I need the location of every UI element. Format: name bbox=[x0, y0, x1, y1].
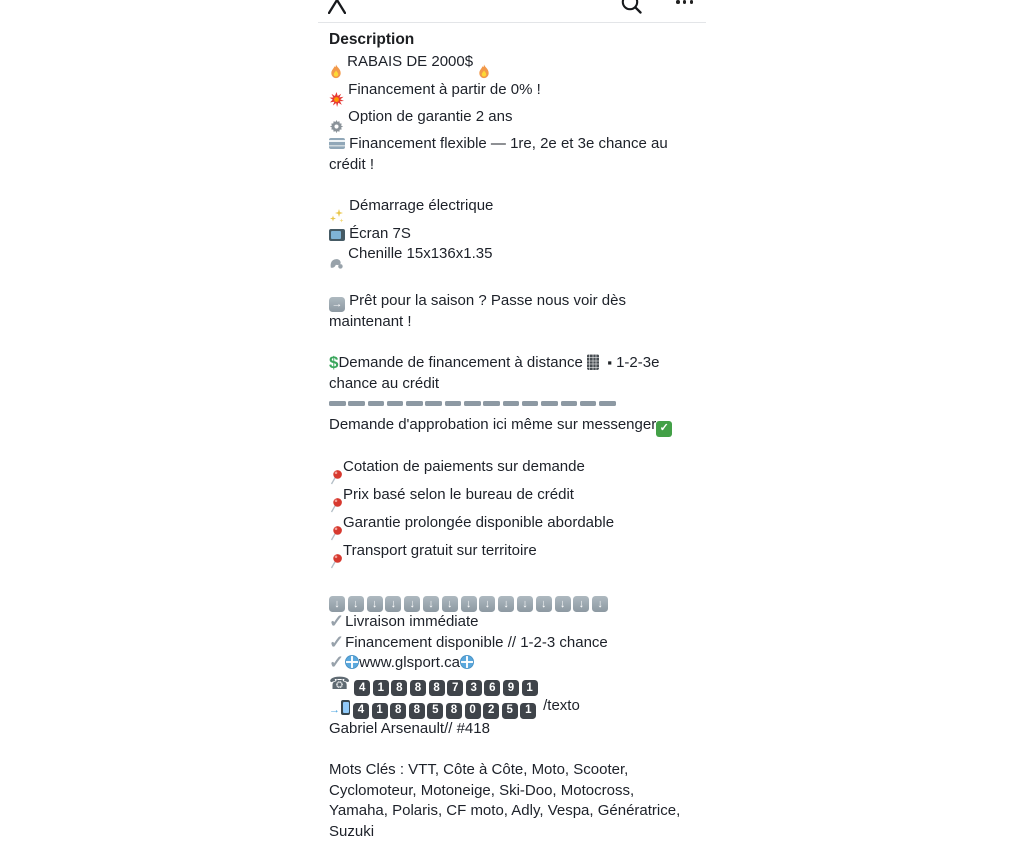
keycap-digit-icon: 1 bbox=[520, 703, 536, 719]
arrow-down-icon: ↓ bbox=[329, 596, 345, 612]
globe-icon bbox=[460, 655, 474, 669]
arrow-down-icon: ↓ bbox=[536, 596, 552, 612]
description-line bbox=[329, 291, 699, 313]
description-line bbox=[329, 801, 699, 822]
more-options-icon bbox=[676, 0, 693, 4]
description-line bbox=[329, 374, 699, 395]
description-line bbox=[329, 781, 699, 802]
description-line bbox=[329, 653, 699, 674]
check-grey-icon: ✓ bbox=[329, 611, 344, 631]
tv-icon bbox=[329, 229, 345, 241]
minus-bar-icon bbox=[483, 401, 500, 406]
minus-bar-icon bbox=[368, 401, 385, 406]
text-run: RABAIS DE 2000$ bbox=[343, 53, 477, 70]
keycap-digit-icon: 5 bbox=[502, 703, 518, 719]
arrow-down-icon: ↓ bbox=[348, 596, 364, 612]
text-run: Prix basé selon le bureau de crédit bbox=[343, 486, 574, 503]
text-run: Garantie prolongée disponible abordable bbox=[343, 514, 614, 531]
small-square-icon: ▪ bbox=[607, 355, 612, 370]
pushpin-icon bbox=[329, 469, 343, 485]
calculator-icon bbox=[587, 354, 599, 370]
description-line bbox=[329, 760, 699, 781]
description-line bbox=[329, 244, 699, 270]
pushpin-icon bbox=[329, 553, 343, 569]
text-run: maintenant ! bbox=[329, 313, 412, 330]
keycap-digit-icon: 2 bbox=[483, 703, 499, 719]
globe-icon bbox=[345, 655, 359, 669]
pushpin-icon bbox=[329, 525, 343, 541]
description-line bbox=[329, 719, 699, 740]
text-run: Démarrage électrique bbox=[345, 197, 493, 214]
description-body bbox=[329, 52, 699, 842]
description-line bbox=[329, 224, 699, 245]
minus-bar-icon bbox=[580, 401, 597, 406]
text-run: Gabriel Arsenault// #418 bbox=[329, 720, 490, 737]
arrow-down-icon: ↓ bbox=[479, 596, 495, 612]
arrow-down-icon: ↓ bbox=[592, 596, 608, 612]
description-line bbox=[329, 569, 699, 590]
arrow-down-icon: ↓ bbox=[461, 596, 477, 612]
text-run: crédit ! bbox=[329, 156, 374, 173]
text-run: Demande d'approbation ici même sur messenger bbox=[329, 416, 656, 433]
text-run: Financement à partir de 0% ! bbox=[344, 81, 541, 98]
minus-bar-icon bbox=[541, 401, 558, 406]
minus-bar-icon bbox=[561, 401, 578, 406]
description-line bbox=[329, 196, 699, 224]
text-run: /texto bbox=[539, 697, 580, 714]
text-run: Financement disponible // 1-2-3 chance bbox=[345, 634, 608, 651]
keycap-digit-icon: 1 bbox=[373, 680, 389, 696]
text-run: Demande de financement à distance bbox=[338, 354, 587, 371]
listing-description-screen bbox=[318, 0, 706, 768]
description-line bbox=[329, 696, 699, 719]
credit-card-icon bbox=[329, 138, 345, 149]
minus-bar-icon bbox=[329, 401, 346, 406]
text-run: Cyclomoteur, Motoneige, Ski-Doo, Motocross, bbox=[329, 782, 634, 799]
close-button[interactable] bbox=[324, 0, 356, 23]
text-run: Financement flexible — 1re, 2e et 3e chance au bbox=[345, 135, 668, 152]
minus-bar-icon bbox=[387, 401, 404, 406]
text-run: Option de garantie 2 ans bbox=[344, 108, 512, 125]
description-line bbox=[329, 485, 699, 513]
search-icon bbox=[621, 0, 643, 15]
close-icon bbox=[328, 0, 346, 14]
fire-icon bbox=[477, 64, 491, 80]
burst-icon bbox=[329, 92, 344, 107]
keycap-digit-icon: 6 bbox=[484, 680, 500, 696]
gear-icon bbox=[329, 119, 344, 134]
text-run: Écran 7S bbox=[345, 225, 411, 242]
text-run: Mots Clés : VTT, Côte à Côte, Moto, Scooter, bbox=[329, 761, 628, 778]
description-line bbox=[329, 415, 699, 437]
description-line bbox=[329, 822, 699, 842]
keycap-digit-icon: 0 bbox=[465, 703, 481, 719]
minus-bar-icon bbox=[425, 401, 442, 406]
minus-bar-icon bbox=[599, 401, 616, 406]
description-line bbox=[329, 740, 699, 761]
arrow-down-icon: ↓ bbox=[498, 596, 514, 612]
description-line bbox=[329, 107, 699, 134]
arrow-down-icon: ↓ bbox=[555, 596, 571, 612]
description-line bbox=[329, 134, 699, 155]
arm-icon bbox=[329, 256, 344, 270]
keycap-digit-icon: 1 bbox=[522, 680, 538, 696]
text-run: Prêt pour la saison ? Passe nous voir dès bbox=[345, 292, 626, 309]
minus-bar-icon bbox=[464, 401, 481, 406]
sparkles-icon bbox=[329, 208, 345, 224]
keycap-digit-icon: 8 bbox=[429, 680, 445, 696]
text-run: Yamaha, Polaris, CF moto, Adly, Vespa, Génératrice, bbox=[329, 802, 680, 819]
arrow-down-icon: ↓ bbox=[517, 596, 533, 612]
arrow-down-icon: ↓ bbox=[573, 596, 589, 612]
description-line bbox=[329, 674, 699, 697]
fire-icon bbox=[329, 64, 343, 80]
top-bar bbox=[318, 0, 706, 23]
description-line bbox=[329, 394, 699, 415]
arrow-down-icon: ↓ bbox=[367, 596, 383, 612]
description-line bbox=[329, 333, 699, 354]
keycap-digit-icon: 8 bbox=[446, 703, 462, 719]
keycap-digit-icon: 8 bbox=[390, 703, 406, 719]
text-run: Livraison immédiate bbox=[345, 613, 478, 630]
keycap-digit-icon: 8 bbox=[410, 680, 426, 696]
keycap-digit-icon: 1 bbox=[372, 703, 388, 719]
text-run: chance au crédit bbox=[329, 375, 439, 392]
description-line bbox=[329, 541, 699, 569]
description-line bbox=[329, 155, 699, 176]
description-title: Description bbox=[329, 31, 706, 49]
dollar-icon: $ bbox=[329, 353, 338, 372]
text-run: Suzuki bbox=[329, 823, 374, 840]
text-run: Chenille 15x136x1.35 bbox=[344, 245, 492, 262]
description-line bbox=[329, 612, 699, 633]
search-button[interactable] bbox=[618, 0, 650, 23]
description-line bbox=[329, 633, 699, 654]
keycap-digit-icon: 8 bbox=[409, 703, 425, 719]
arrow-right-icon: → bbox=[329, 297, 345, 312]
arrow-down-icon: ↓ bbox=[385, 596, 401, 612]
minus-bar-icon bbox=[406, 401, 423, 406]
minus-bar-icon bbox=[348, 401, 365, 406]
text-run: Cotation de paiements sur demande bbox=[343, 458, 585, 475]
arrow-down-icon: ↓ bbox=[404, 596, 420, 612]
keycap-digit-icon: 9 bbox=[503, 680, 519, 696]
arrow-down-icon: ↓ bbox=[423, 596, 439, 612]
text-run: www.glsport.ca bbox=[359, 654, 460, 671]
description-line bbox=[329, 270, 699, 291]
pushpin-icon bbox=[329, 497, 343, 513]
text-run: Transport gratuit sur territoire bbox=[343, 542, 537, 559]
text-run: 1-2-3e bbox=[612, 354, 660, 371]
keycap-digit-icon: 5 bbox=[427, 703, 443, 719]
description-line bbox=[329, 312, 699, 333]
minus-bar-icon bbox=[445, 401, 462, 406]
minus-bar-icon bbox=[503, 401, 520, 406]
phone-arrow-icon: → bbox=[329, 700, 353, 715]
description-line bbox=[329, 457, 699, 485]
keycap-digit-icon: 7 bbox=[447, 680, 463, 696]
arrow-down-icon: ↓ bbox=[442, 596, 458, 612]
check-grey-icon: ✓ bbox=[329, 632, 344, 652]
keycap-digit-icon: 8 bbox=[391, 680, 407, 696]
check-green-icon: ✓ bbox=[656, 421, 672, 437]
check-grey-icon: ✓ bbox=[329, 652, 344, 672]
more-options-button[interactable] bbox=[670, 0, 704, 23]
keycap-digit-icon: 3 bbox=[466, 680, 482, 696]
description-line bbox=[329, 437, 699, 458]
description-line bbox=[329, 175, 699, 196]
description-line bbox=[329, 52, 699, 80]
keycap-digit-icon: 4 bbox=[353, 703, 369, 719]
description-line bbox=[329, 353, 699, 374]
description-line bbox=[329, 590, 699, 613]
minus-bar-icon bbox=[522, 401, 539, 406]
phone-icon: ☎ bbox=[329, 674, 350, 693]
description-line bbox=[329, 80, 699, 107]
keycap-digit-icon: 4 bbox=[354, 680, 370, 696]
description-line bbox=[329, 513, 699, 541]
